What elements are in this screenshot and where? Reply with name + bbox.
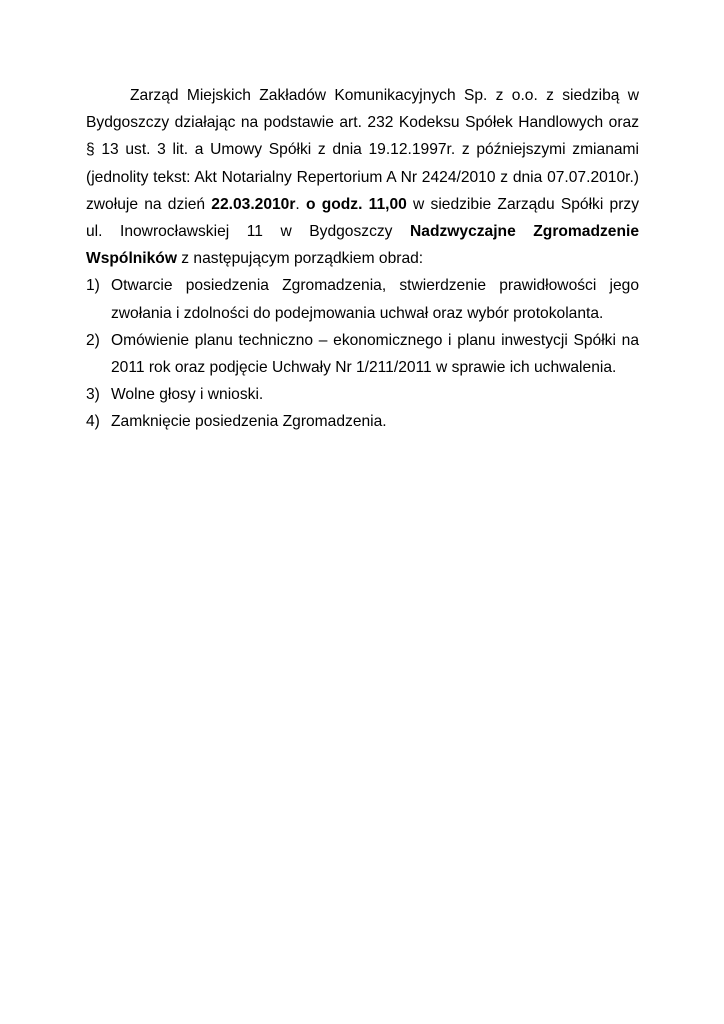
agenda-item (86, 408, 639, 435)
meeting-time: o godz. 11,00 (305, 195, 407, 213)
intro-paragraph (86, 82, 639, 272)
intro-text-part2: w siedzibie Zarządu Spółki przy ul. Inowrocławskiej 11 w Bydgoszczy (86, 195, 639, 241)
intro-dot: . (295, 195, 306, 213)
agenda-item (86, 381, 639, 408)
document-body (86, 82, 639, 436)
intro-text-part3: z następującym porządkiem obrad: (176, 250, 424, 268)
agenda-item-number: 3) (86, 386, 100, 404)
agenda-item-number: 1) (86, 277, 100, 295)
intro-text-part1: Zarząd Miejskich Zakładów Komunikacyjnych Sp. z o.o. z siedzibą w Bydgoszczy działając na podstawie art. 232 Kodeksu Spółek Handlowych oraz § 13 ust. 3 lit. a Umowy Spółki z dnia 19.12.1997r. z późniejszymi zmianami (jednolity tekst: Akt Notarialny Repertorium A Nr 2424/2010 z dnia 07.07.2010r.) zwołuje na dzień (86, 87, 639, 213)
agenda-item-text: Omówienie planu techniczno – ekonomicznego i planu inwestycji Spółki na 2011 rok oraz podjęcie Uchwały Nr 1/211/2011 w sprawie ich uchwalenia. (111, 331, 639, 377)
meeting-date: 22.03.2010r (211, 195, 296, 213)
agenda-item (86, 327, 639, 381)
agenda-list (86, 272, 639, 435)
agenda-item-text: Wolne głosy i wnioski. (111, 386, 264, 404)
agenda-item (86, 272, 639, 326)
agenda-item-text: Zamknięcie posiedzenia Zgromadzenia. (111, 413, 387, 431)
agenda-item-text: Otwarcie posiedzenia Zgromadzenia, stwierdzenie prawidłowości jego zwołania i zdolności do podejmowania uchwał oraz wybór protokolanta. (111, 277, 639, 322)
agenda-item-number: 4) (86, 413, 100, 431)
assembly-name: Nadzwyczajne Zgromadzenie Wspólników (86, 223, 639, 268)
agenda-item-number: 2) (86, 331, 100, 349)
